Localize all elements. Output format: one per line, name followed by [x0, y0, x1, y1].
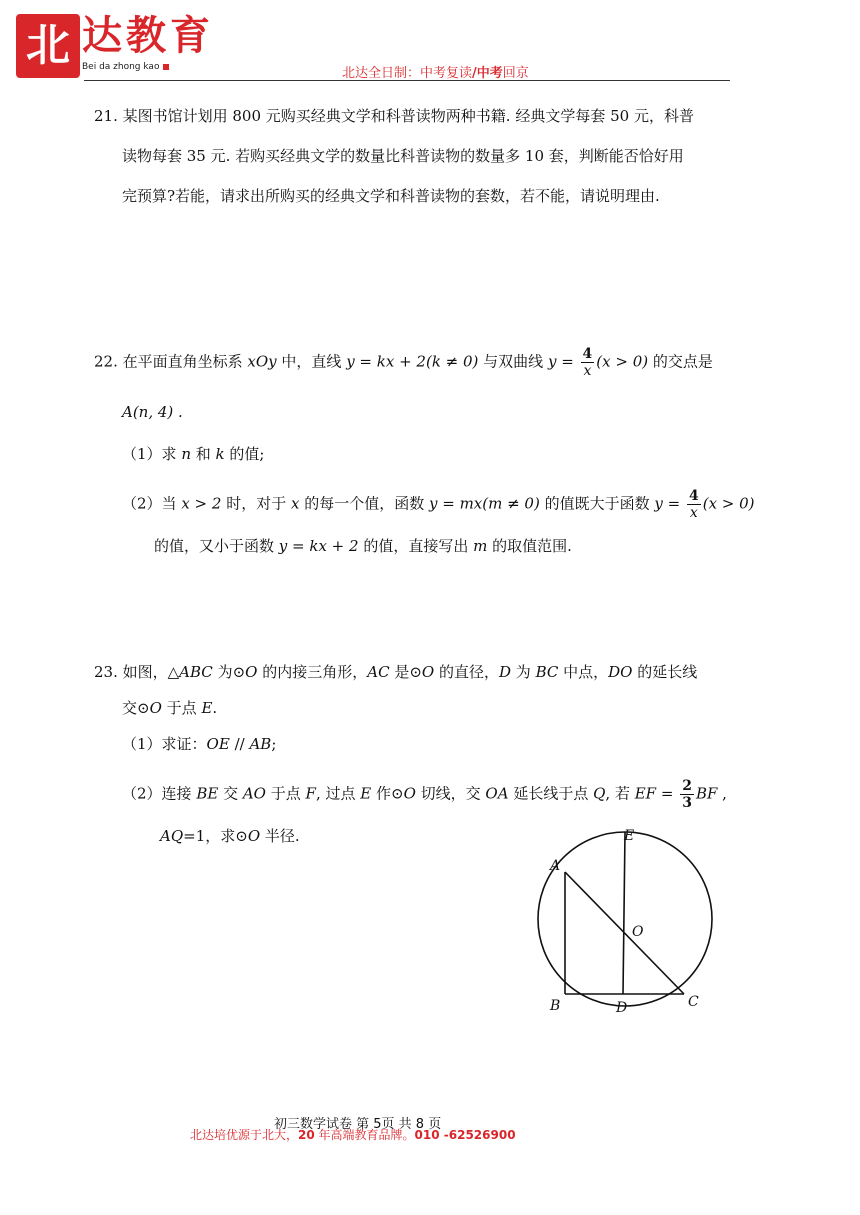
brand-name: 达教育	[82, 12, 214, 59]
q23-s1-a: （1）求证：	[122, 735, 207, 753]
q21-line-3: 完预算?若能，请求出所购买的经典文学和科普读物的套数，若不能，请说明理由.	[122, 187, 660, 205]
square-icon	[163, 64, 169, 70]
q22-s2-b: 时，对于	[221, 494, 291, 513]
q22-s1-k: k	[215, 445, 225, 463]
q22-s2-cond: x > 2	[181, 494, 222, 513]
q23-s2-f2: 切线，交	[415, 784, 486, 803]
q23-l2-c: .	[212, 699, 218, 717]
q22-text-a: 22. 在平面直角坐标系	[94, 352, 248, 371]
q22-text-d: 的交点是	[648, 352, 713, 371]
footer-ad-c: 年高端教育品牌。	[314, 1128, 415, 1142]
slogan-part-2: /中考	[472, 66, 503, 81]
q23-fraction-num: 2	[682, 778, 692, 794]
footer-ad-phone: 010 -62526900	[414, 1128, 516, 1142]
q22-s2-y: y =	[654, 494, 685, 513]
q23-s2-bf: BF	[695, 784, 718, 803]
q22-text-b: 中，直线	[276, 352, 347, 371]
q21-line-1: 21. 某图书馆计划用 800 元购买经典文学和科普读物两种书籍. 经典文学每套 50 元，科普	[94, 107, 694, 125]
q22-s3-func: y = kx + 2	[278, 537, 359, 555]
q23-s2-ao: AO	[242, 784, 266, 803]
q23-s1-oe: OE	[206, 735, 230, 753]
slogan-part-1: 北达全日制：中考复读	[342, 66, 473, 81]
q22-s2-d: 的值既大于函数	[539, 494, 655, 513]
brand-subtitle-text: Bei da zhong kao	[82, 62, 160, 72]
q22-s2-c: 的每一个值，函数	[299, 494, 429, 513]
q23-l2-o: O	[149, 699, 162, 717]
q23-s2-h: , 若	[605, 784, 635, 803]
q23-s2-o: O	[403, 784, 416, 803]
q23-s2-e: E	[360, 784, 372, 803]
q22-hyperbola-cond: (x > 0)	[596, 352, 649, 371]
q23-abc: ABC	[179, 663, 213, 681]
q22-sub-1	[122, 444, 264, 464]
label-a: A	[550, 858, 561, 874]
q23-s3-b: 半径.	[260, 827, 300, 845]
q23-s2-c: 于点	[265, 784, 306, 803]
q22-sub-2	[122, 488, 755, 521]
q23-s1-b: ;	[271, 735, 277, 753]
q23-s2-g: 延长线于点	[508, 784, 594, 803]
q23-bc: BC	[535, 663, 559, 681]
q23-s2-eq: =	[656, 784, 679, 803]
q23-l2-a: 交⊙	[122, 699, 150, 717]
q21-line-2: 读物每套 35 元. 若购买经典文学的数量比科普读物的数量多 10 套，判断能否恰好用	[122, 147, 684, 165]
q22-s1-c: 的值;	[224, 445, 265, 463]
q22-s3-c: 的取值范围.	[487, 537, 572, 555]
q23-l2-e: E	[201, 699, 213, 717]
q22-s2-cond2: (x > 0)	[702, 494, 755, 513]
q22-s1-b: 和	[190, 445, 216, 463]
q23-t-a: 23. 如图，△	[94, 663, 180, 681]
q23-s2-i: ,	[717, 784, 727, 803]
q23-s2-q: Q	[593, 784, 606, 803]
footer-ad-a: 北达培优源于北大，	[190, 1128, 299, 1142]
q23-t-h: 的延长线	[632, 663, 698, 681]
logo-glyph: 北	[26, 20, 70, 71]
q22-s2-a: （2）当	[122, 494, 182, 513]
q23-s2-d: , 过点	[315, 784, 361, 803]
q22-s2-x: x	[290, 494, 300, 513]
q22-s1-n: n	[181, 445, 191, 463]
q23-sub-2-cont	[160, 826, 300, 846]
brand-subtitle	[82, 62, 169, 72]
header-slogan	[342, 62, 529, 81]
q23-line-1	[94, 662, 697, 682]
q22-fraction-num: 4	[582, 346, 593, 362]
q23-sub-1	[122, 734, 276, 754]
q23-t-g: 中点，	[558, 663, 609, 681]
label-c: C	[688, 994, 699, 1010]
q23-t-e: 的直径，	[434, 663, 499, 681]
q23-line-2	[122, 698, 217, 718]
q23-sub-2	[122, 778, 727, 811]
q22-line-2	[122, 402, 183, 422]
q22-s1-a: （1）求	[122, 445, 182, 463]
label-d: D	[616, 1000, 628, 1016]
q23-do: DO	[608, 663, 633, 681]
footer-ad-b: 20	[298, 1128, 315, 1142]
q23-s3-aq: AQ	[160, 827, 184, 845]
q23-s3-a: =1，求⊙	[183, 827, 248, 845]
q22-line-equation: y = kx + 2(k ≠ 0)	[346, 352, 479, 371]
q22-s3-b: 的值，直接写出	[358, 537, 474, 555]
q22-s2-fraction	[687, 488, 701, 521]
q23-t-b: 为⊙	[212, 663, 246, 681]
header-divider	[84, 80, 730, 81]
q22-s3-a: 的值，又小于函数	[154, 537, 279, 555]
q23-s2-b: 交	[218, 784, 243, 803]
q23-o: O	[245, 663, 258, 681]
q23-s1-ab: AB	[249, 735, 272, 753]
q23-s2-a: （2）连接	[122, 784, 197, 803]
footer-advert	[190, 1126, 516, 1143]
q22-line-1	[94, 346, 713, 379]
q23-s2-e2: 作⊙	[371, 784, 404, 803]
q23-t-d: 是⊙	[389, 663, 422, 681]
logo-badge	[16, 14, 80, 78]
q23-s1-par: //	[229, 735, 250, 753]
slogan-part-3: 回京	[502, 66, 529, 81]
q22-fraction-den: x	[583, 363, 592, 379]
q23-l2-b: 于点	[161, 699, 202, 717]
segment-ed	[623, 832, 625, 994]
geometry-figure	[526, 818, 726, 1028]
q22-sub-2-cont	[154, 536, 572, 556]
q22-fraction	[581, 346, 595, 379]
q23-s2-ef: EF	[634, 784, 657, 803]
q22-s3-m: m	[473, 537, 488, 555]
q22-point-a: A(n, 4) .	[122, 403, 183, 421]
q23-s2-be: BE	[196, 784, 219, 803]
q23-s2-oa: OA	[485, 784, 509, 803]
q22-s2-fraction-num: 4	[688, 488, 699, 504]
q22-xoy: xOy	[247, 352, 277, 371]
q23-s2-f: F	[305, 784, 316, 803]
q23-d: D	[498, 663, 512, 681]
q23-t-c: 的内接三角形，	[257, 663, 368, 681]
q22-hyperbola-y: y =	[547, 352, 579, 371]
q22-s2-fraction-den: x	[689, 505, 698, 521]
q22-text-c: 与双曲线	[478, 352, 548, 371]
q23-fraction-den: 3	[682, 795, 692, 811]
label-o: O	[632, 924, 644, 940]
q22-s2-func: y = mx(m ≠ 0)	[428, 494, 540, 513]
q23-s3-o: O	[247, 827, 261, 845]
q23-ac: AC	[367, 663, 390, 681]
q23-t-f: 为	[511, 663, 536, 681]
circle-diagram	[526, 818, 726, 1028]
q23-fraction	[680, 778, 694, 811]
page-number: 初三数学试卷 第 5页 共 8 页	[274, 1117, 442, 1132]
q23-o2: O	[421, 663, 435, 681]
label-e: E	[624, 828, 635, 844]
label-b: B	[550, 998, 561, 1014]
